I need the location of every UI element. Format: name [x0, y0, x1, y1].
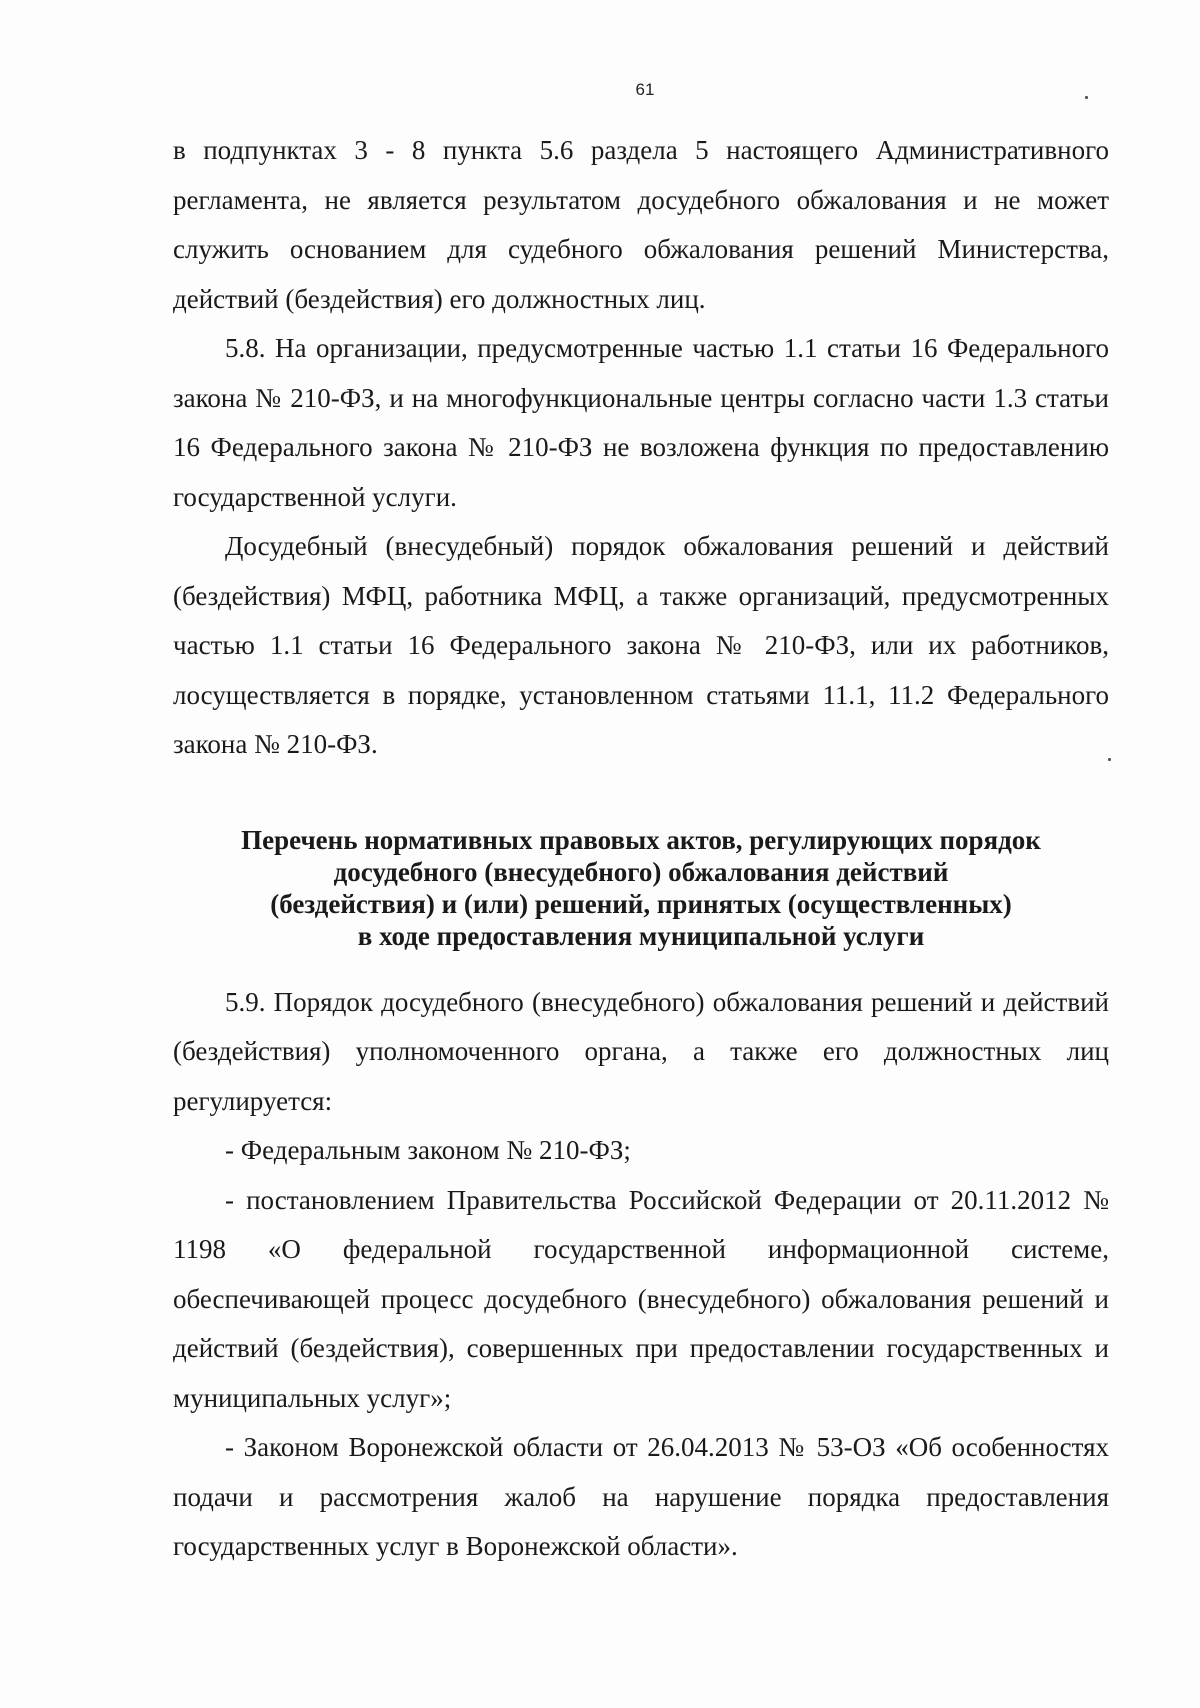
- page-number: 61: [635, 80, 655, 99]
- bottom-section: [173, 978, 1109, 1572]
- paragraph-pretrial-procedure: Досудебный (внесудебный) порядок обжалования решений и действий (бездействия) МФЦ, работника МФЦ, а также организаций, предусмотренных частью 1.1 статьи 16 Федерального закона № 210-ФЗ, или их работников, лосуществляется в порядке, установленном статьями 11.1, 11.2 Федерального закона № 210-ФЗ.: [173, 531, 1109, 759]
- section-heading: [173, 824, 1109, 952]
- document-body: [173, 126, 1109, 1572]
- heading-line: досудебного (внесудебного) обжалования действий: [333, 856, 949, 887]
- list-item-government-decree: - постановлением Правительства Российской Федерации от 20.11.2012 № 1198 «О федеральной государственной информационной системе, обеспечивающей процесс досудебного (внесудебного) обжалования решений и действий (бездействия), совершенных при предоставлении государственных и муниципальных услуг»;: [173, 1184, 1109, 1413]
- list-item-voronezh-law: - Законом Воронежской области от 26.04.2013 № 53-ОЗ «Об особенностях подачи и рассмотрения жалоб на нарушение порядка предоставления государственных услуг в Воронежской области».: [173, 1432, 1109, 1561]
- heading-line: (бездействия) и (или) решений, принятых (осуществленных): [270, 888, 1012, 919]
- heading-line: Перечень нормативных правовых актов, регулирующих порядок: [241, 824, 1041, 855]
- heading-line: в ходе предоставления муниципальной услуги: [357, 920, 925, 951]
- paragraph-5-8: 5.8. На организации, предусмотренные частью 1.1 статьи 16 Федерального закона № 210-ФЗ, и на многофункциональные центры согласно части 1.3 статьи 16 Федерального закона № 210-ФЗ не возложена функция по предоставлению государственной услуги.: [173, 333, 1109, 512]
- paragraph-5-9: 5.9. Порядок досудебного (внесудебного) обжалования решений и действий (бездействия) уполномоченного органа, а также его должностных лиц регулируется:: [173, 986, 1109, 1116]
- paragraph-continuation: в подпунктах 3 - 8 пункта 5.6 раздела 5 настоящего Административного регламента, не является результатом досудебного обжалования и не может служить основанием для судебного обжалования решений Министерства, действий (бездействия) его должностных лиц.: [173, 135, 1109, 314]
- top-section: [173, 126, 1109, 770]
- list-item-federal-law: - Федеральным законом № 210-ФЗ;: [225, 1135, 631, 1165]
- scan-speck: [1085, 96, 1088, 99]
